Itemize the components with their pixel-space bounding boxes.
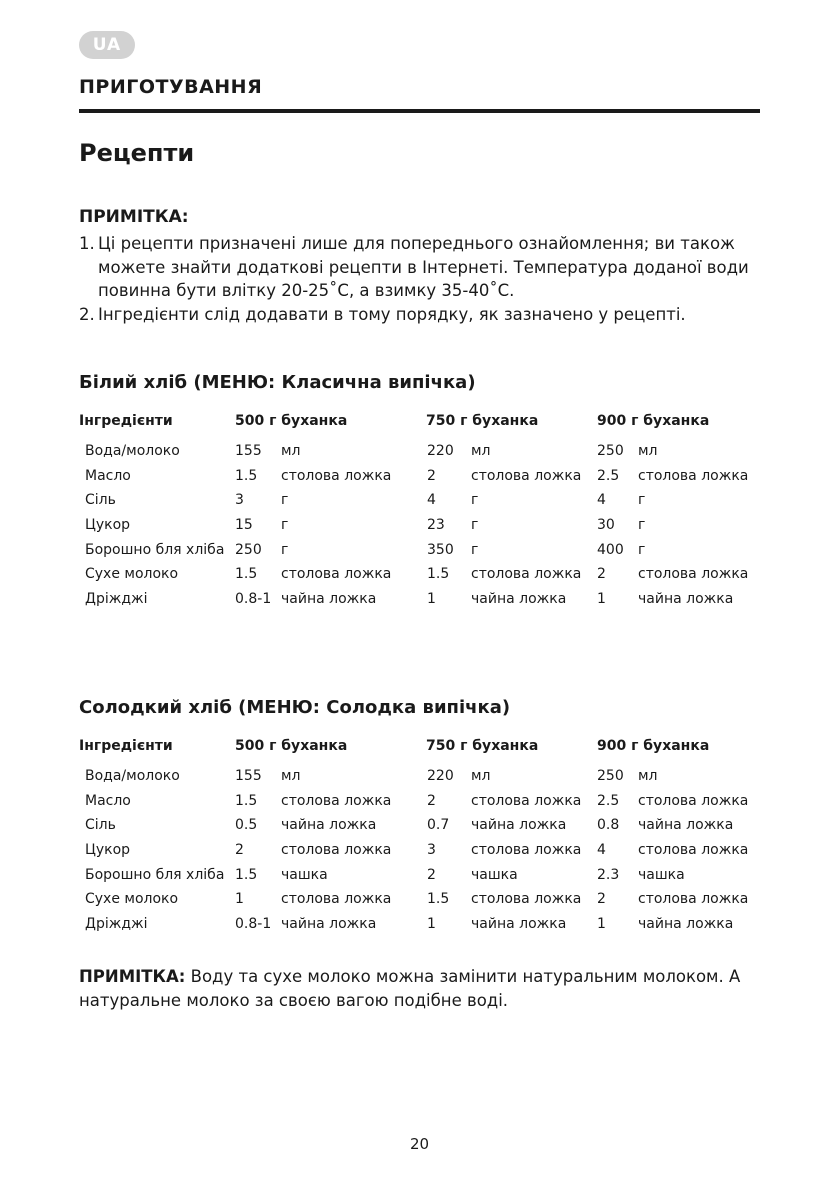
header-ingredients: Інгредієнти <box>79 738 173 754</box>
unit-500g: мл <box>281 768 301 784</box>
table-row <box>79 916 769 941</box>
table-row <box>79 768 769 793</box>
value-500g: 0.8-1 <box>235 591 272 608</box>
ingredient-name: Сіль <box>85 817 116 834</box>
value-900g: 250 <box>597 443 624 459</box>
ingredient-name: Цукор <box>85 842 131 859</box>
value-500g: 15 <box>235 517 253 534</box>
value-900g: 2 <box>597 566 606 583</box>
value-500g: 1.5 <box>235 467 258 484</box>
table-row <box>79 793 769 818</box>
value-750g: 1.5 <box>427 891 450 908</box>
ingredient-name: Борошно бля хліба <box>85 866 225 883</box>
value-500g: 0.8-1 <box>235 916 272 933</box>
value-750g: 2 <box>427 467 436 484</box>
unit-750g: столова ложка <box>471 792 582 809</box>
table-row <box>79 566 769 591</box>
value-900g: 4 <box>597 492 606 509</box>
value-500g: 1.5 <box>235 566 258 583</box>
header-750g: 750 г буханка <box>426 738 539 754</box>
unit-900g: г <box>638 517 646 534</box>
value-750g: 23 <box>427 517 445 534</box>
unit-750g: мл <box>471 768 491 784</box>
table-header <box>79 738 769 760</box>
table-row <box>79 591 769 616</box>
unit-500g: чайна ложка <box>281 817 377 834</box>
ingredient-name: Дріжджі <box>85 916 148 933</box>
value-750g: 1.5 <box>427 566 450 583</box>
ingredient-name: Вода/молоко <box>85 768 180 784</box>
unit-750g: столова ложка <box>471 467 582 484</box>
table-row <box>79 517 769 542</box>
value-750g: 220 <box>427 443 454 459</box>
bottom-note-label: ПРИМІТКА: <box>79 967 186 986</box>
unit-900g: чайна ложка <box>638 817 734 834</box>
unit-500g: столова ложка <box>281 891 392 908</box>
note-number: 2. <box>79 304 95 324</box>
unit-900g: чайна ложка <box>638 916 734 933</box>
page-number: 20 <box>409 1135 430 1153</box>
value-750g: 4 <box>427 492 436 509</box>
value-500g: 250 <box>235 541 262 558</box>
value-900g: 2 <box>597 891 606 908</box>
table-row <box>79 817 769 842</box>
value-900g: 1 <box>597 916 606 933</box>
page-title: Рецепти <box>79 139 195 167</box>
value-500g: 155 <box>235 768 262 784</box>
note-title: ПРИМІТКА: <box>79 207 189 227</box>
table-row <box>79 492 769 517</box>
value-500g: 1 <box>235 891 244 908</box>
ingredient-name: Борошно бля хліба <box>85 541 225 558</box>
value-900g: 0.8 <box>597 817 620 834</box>
table-row <box>79 443 769 468</box>
table-row <box>79 867 769 892</box>
unit-500g: г <box>281 517 289 534</box>
unit-500g: чайна ложка <box>281 916 377 933</box>
unit-750g: г <box>471 541 479 558</box>
value-750g: 2 <box>427 866 436 883</box>
header-900g: 900 г буханка <box>597 413 710 429</box>
value-500g: 1.5 <box>235 792 258 809</box>
value-900g: 400 <box>597 541 624 558</box>
note-number: 1. <box>79 234 95 253</box>
header-750g: 750 г буханка <box>426 413 539 429</box>
note-text: Інгредієнти слід додавати в тому порядку, як зазначено у рецепті. <box>98 304 686 324</box>
value-500g: 155 <box>235 443 262 459</box>
value-750g: 220 <box>427 768 454 784</box>
ingredient-name: Сіль <box>85 492 116 509</box>
table-row <box>79 542 769 567</box>
value-750g: 3 <box>427 842 436 859</box>
ingredient-name: Масло <box>85 792 131 809</box>
value-500g: 3 <box>235 492 244 509</box>
recipe-title-white-bread: Білий хліб (МЕНЮ: Класична випічка) <box>79 372 476 393</box>
value-750g: 2 <box>427 792 436 809</box>
unit-900g: столова ложка <box>638 467 749 484</box>
bottom-note <box>79 965 769 1013</box>
value-900g: 250 <box>597 768 624 784</box>
unit-900g: мл <box>638 768 658 784</box>
recipe-table-white-bread <box>79 413 769 616</box>
unit-900g: столова ложка <box>638 792 749 809</box>
value-750g: 1 <box>427 591 436 608</box>
unit-750g: г <box>471 517 479 534</box>
header-900g: 900 г буханка <box>597 738 710 754</box>
unit-900g: мл <box>638 443 658 459</box>
header-rule <box>79 109 760 113</box>
note-item <box>79 303 769 327</box>
ingredient-name: Цукор <box>85 517 131 534</box>
unit-900g: чайна ложка <box>638 591 734 608</box>
ingredient-name: Сухе молоко <box>85 566 179 583</box>
unit-750g: г <box>471 492 479 509</box>
note-item <box>79 232 769 303</box>
value-900g: 2.5 <box>597 467 620 484</box>
unit-500g: столова ложка <box>281 467 392 484</box>
recipe-table-sweet-bread <box>79 738 769 941</box>
ingredient-name: Масло <box>85 467 131 484</box>
unit-750g: чайна ложка <box>471 591 567 608</box>
unit-500g: г <box>281 492 289 509</box>
header-ingredients: Інгредієнти <box>79 413 173 429</box>
header-500g: 500 г буханка <box>235 413 348 429</box>
value-900g: 2.5 <box>597 792 620 809</box>
unit-750g: чайна ложка <box>471 817 567 834</box>
unit-500g: мл <box>281 443 301 459</box>
value-900g: 4 <box>597 842 606 859</box>
unit-500g: г <box>281 541 289 558</box>
unit-750g: столова ложка <box>471 842 582 859</box>
unit-900g: столова ложка <box>638 891 749 908</box>
unit-900g: столова ложка <box>638 842 749 859</box>
ingredient-name: Дріжджі <box>85 591 148 608</box>
value-750g: 1 <box>427 916 436 933</box>
unit-750g: чайна ложка <box>471 916 567 933</box>
value-900g: 2.3 <box>597 866 620 883</box>
unit-900g: г <box>638 492 646 509</box>
recipe-title-sweet-bread: Солодкий хліб (МЕНЮ: Солодка випічка) <box>79 697 511 718</box>
unit-750g: столова ложка <box>471 566 582 583</box>
table-row <box>79 468 769 493</box>
value-900g: 30 <box>597 517 615 534</box>
unit-500g: столова ложка <box>281 566 392 583</box>
unit-750g: чашка <box>471 866 518 883</box>
language-badge: UA <box>79 31 135 59</box>
unit-900g: чашка <box>638 866 685 883</box>
unit-500g: чайна ложка <box>281 591 377 608</box>
header-500g: 500 г буханка <box>235 738 348 754</box>
unit-900g: г <box>638 541 646 558</box>
unit-900g: столова ложка <box>638 566 749 583</box>
value-500g: 1.5 <box>235 866 258 883</box>
bottom-note-text: Воду та сухе молоко можна замінити натуральним молоком. А натуральне молоко за своєю вагою подібне воді. <box>79 967 741 1010</box>
value-500g: 2 <box>235 842 244 859</box>
table-header <box>79 413 769 435</box>
section-header: ПРИГОТУВАННЯ <box>79 76 263 98</box>
table-row <box>79 842 769 867</box>
unit-750g: столова ложка <box>471 891 582 908</box>
value-750g: 350 <box>427 541 454 558</box>
unit-500g: чашка <box>281 866 328 883</box>
note-list <box>79 232 769 326</box>
note-text: Ці рецепти призначені лише для попереднього ознайомлення; ви також можете знайти додаткові рецепти в Інтернеті. Температура доданої води повинна бути влітку 20-25˚C, а взимку 35-40˚C. <box>98 234 749 300</box>
ingredient-name: Сухе молоко <box>85 891 179 908</box>
table-row <box>79 891 769 916</box>
value-750g: 0.7 <box>427 817 450 834</box>
unit-500g: столова ложка <box>281 842 392 859</box>
value-900g: 1 <box>597 591 606 608</box>
ingredient-name: Вода/молоко <box>85 443 180 459</box>
value-500g: 0.5 <box>235 817 258 834</box>
unit-500g: столова ложка <box>281 792 392 809</box>
unit-750g: мл <box>471 443 491 459</box>
